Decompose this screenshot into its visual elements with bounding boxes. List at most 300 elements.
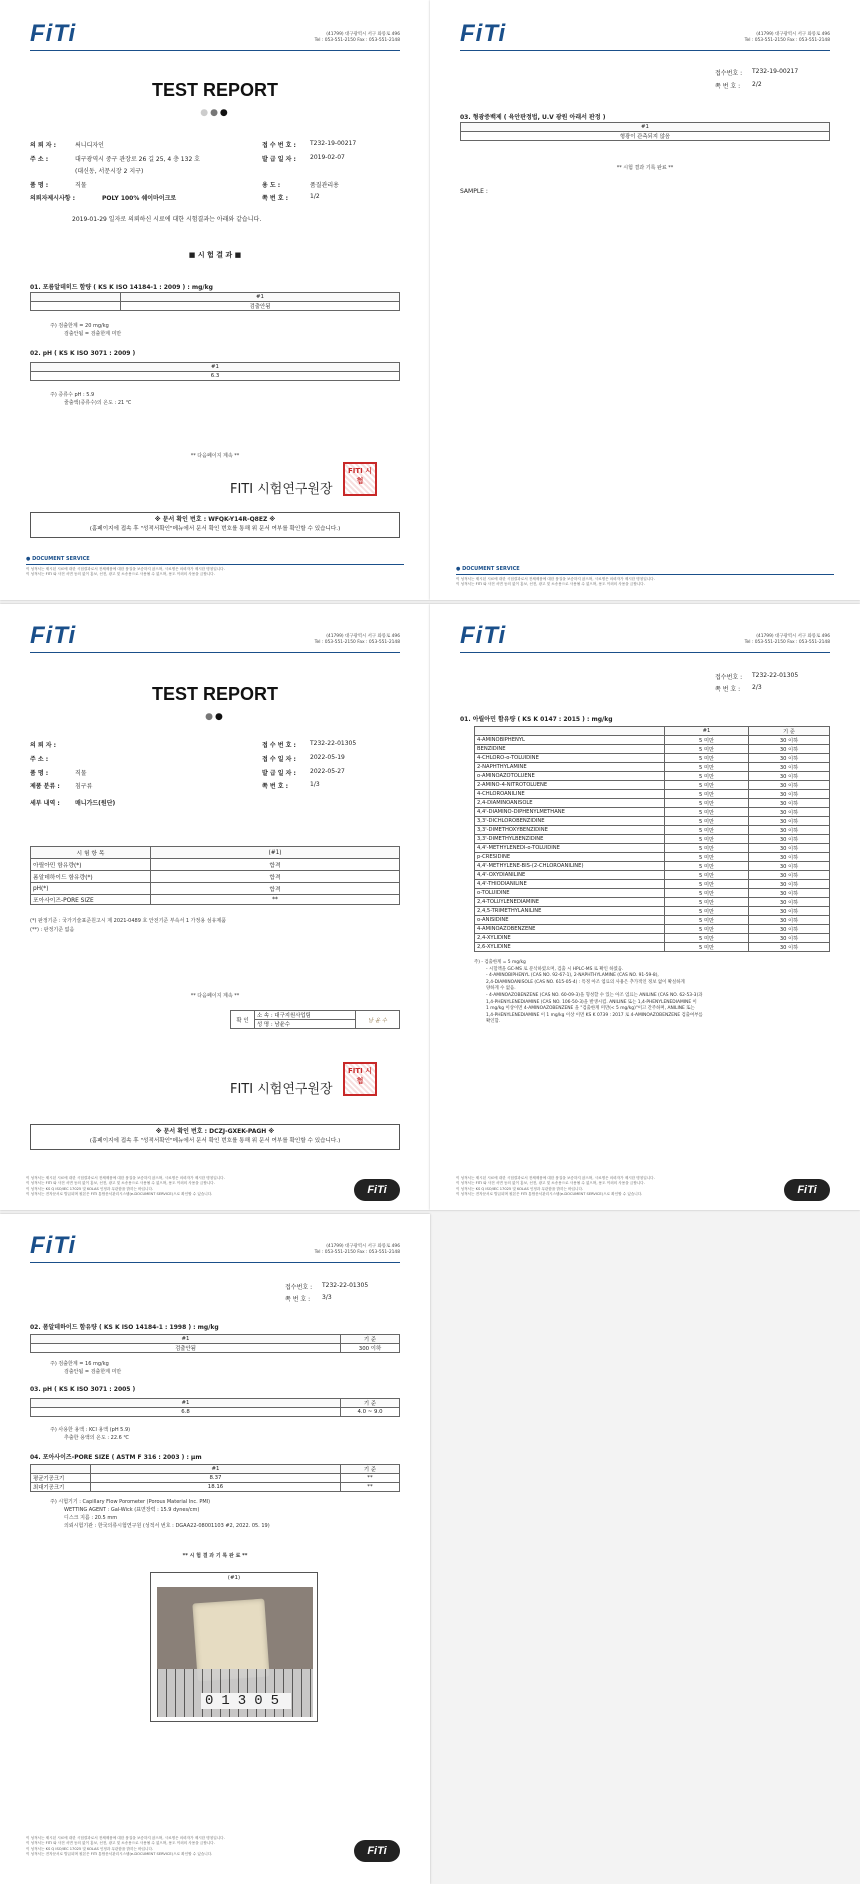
table-cell: 폼알데하이드 함유량(*) [31,871,151,883]
amine-standard-cell: 30 이하 [749,763,830,772]
table-cell: 포아사이즈-PORE SIZE [31,895,151,905]
table-row [475,943,830,952]
table-cell: 300 이하 [341,1344,400,1353]
detail-value: 매니가드(원단) [75,800,116,807]
footer-rule [26,564,404,565]
amine-standard-cell: 30 이하 [749,943,830,952]
receipt-no-label: 접 수 번 호 : [262,142,296,149]
contact-line: Tel : 053-551-2150 Fax : 053-551-2148 [314,640,400,646]
table-header: 기 준 [341,1399,400,1408]
address-line: (41799) 대구광역시 서구 와룡로 496 [756,32,830,37]
address-label: 주 소 : [30,156,49,163]
address-line: (41799) 대구광역시 서구 와룡로 496 [326,1244,400,1249]
ph-note-2: 줄출액(증류수)의 온도 : 21 ℃ [64,400,132,406]
amine-standard-cell: 30 이하 [749,871,830,880]
amine-standard-cell: 30 이하 [749,907,830,916]
amine-name-cell: 2-AMINO-4-NITROTOLUENE [475,781,665,790]
report1-page2 [430,0,860,600]
amine-result-cell: 5 미만 [665,898,749,907]
amine-name-cell: 4-CHLOROANILINE [475,790,665,799]
pore-note: WETTING AGENT : Gal-Wick (표면장력 : 15.9 dynes/cm) [64,1507,200,1513]
fiti-badge: FiTi [784,1179,830,1201]
purpose-label: 용 도 : [262,182,281,189]
product-value: 직물 [75,182,87,189]
receipt-no-value: T232-22-01305 [310,740,357,747]
amine-name-cell: 2,4,5-TRIMETHYLANILINE [475,907,665,916]
ph-title: 03. pH ( KS K ISO 3071 : 2005 ) [30,1386,136,1393]
header-rule [30,50,400,51]
table-header [31,293,121,302]
fluorescent-table [460,122,830,141]
amine-standard-cell: 30 이하 [749,880,830,889]
address-value: 대구광역시 중구 관장로 26 길 25, 4 층 132 호 [75,156,200,163]
amine-name-cell: 4,4'-METHYLENEDI-o-TOLUIDINE [475,844,665,853]
amine-result-cell: 5 미만 [665,889,749,898]
confirm-dept: 소 속 : 대구지원사업팀 [255,1011,356,1020]
page-no-label: 쪽 번 호 : [262,195,289,202]
pore-size-table [30,1464,400,1492]
footer-note: 이 성적서는 전자문서로 발급되며 원본은 FITI 통합문서관리시스템(e-DOCUMENT SERVICE)으로 확인할 수 있습니다. [26,1852,213,1857]
amine-result-cell: 5 미만 [665,862,749,871]
formaldehyde-note: 주) 검출한계 = 16 mg/kg [50,1361,109,1367]
address-label: 주 소 : [30,756,49,763]
footer-notes [456,1176,655,1198]
fiti-logo: FiTi [30,1232,77,1259]
report2-page3 [0,1214,430,1884]
table-cell: 형광이 관측되지 않음 [461,132,830,141]
amine-result-cell: 5 미만 [665,790,749,799]
table-row [475,826,830,835]
criteria-note: (*) 판정기준 : 국가기술표준원고시 제 2021-0489 호 안전기준 부속서 1 가정용 섬유제품 [30,918,227,924]
contact-line: Tel : 053-551-2150 Fax : 053-551-2148 [314,38,400,44]
amine-note: 1 mg/kg 이상이면 4-AMINOAZOBENZENE 을 "검출한계 미만(< 5 mg/kg)"이고 간주하며, ANILINE 또는 [486,1006,695,1012]
ph-table [30,1398,400,1417]
amine-result-cell: 5 미만 [665,754,749,763]
amine-result-cell: 5 미만 [665,835,749,844]
table-row [475,835,830,844]
table-row [475,772,830,781]
table-row [475,880,830,889]
page-indicator: ●●● [200,108,230,118]
footer-note: 이 성적서는 제시된 시료에 대한 시험결과로서 전체제품에 대한 품질을 보증하지 않으며, 시료명은 의뢰자가 제시한 명칭입니다. [26,1176,225,1180]
amine-name-cell: 2,4-TOLUYLENEDIAMINE [475,898,665,907]
amine-standard-cell: 30 이하 [749,817,830,826]
table-row [475,844,830,853]
official-seal: FITI 시험 [343,1062,377,1096]
address-line: (41799) 대구광역시 서구 와룡로 496 [326,634,400,639]
amine-result-cell: 5 미만 [665,817,749,826]
table-row [475,925,830,934]
amine-standard-cell: 30 이하 [749,844,830,853]
continued-note: ** 다음페이지 계속 ** [190,993,240,999]
verification-note: (홈페이지에 접속 후 "성적서확인"메뉴에서 문서 확인 번호를 통해 위 문서 여부를 확인할 수 있습니다.) [89,1137,341,1144]
header-address [315,1244,400,1256]
verification-code: ※ 문서 확인 번호 : WFQK-Y14R-Q8EZ ※ [154,516,276,523]
amine-name-cell: 4-AMINOBIPHENYL [475,736,665,745]
receipt-no-value: T232-19-00217 [310,140,357,147]
amine-result-cell: 5 미만 [665,916,749,925]
footer-note: 이 성적서는 KS Q ISO/IEC 17025 및 KOLAS 인정과 무관함을 밝히는 바입니다. [456,1186,584,1191]
criteria-note-2: (**) : 판정기준 없음 [30,927,75,933]
amine-standard-cell: 30 이하 [749,862,830,871]
amine-note: 확인함. [486,1019,501,1025]
table-row [475,799,830,808]
table-cell: ** [341,1474,400,1483]
footer-note: 이 성적서는 제시된 시료에 대한 시험결과로서 전체제품에 대한 품질을 보증하지 않으며, 시료명은 의뢰자가 제시한 명칭입니다. [26,1836,225,1840]
amine-result-cell: 5 미만 [665,799,749,808]
table-cell: 검출안됨 [31,1344,341,1353]
amine-standard-cell: 30 이하 [749,808,830,817]
client-label: 의 뢰 자 : [30,142,57,149]
institute-name: FITI 시험연구원장 [230,1082,333,1097]
footer-notes [456,577,655,588]
page-no-label: 쪽 번 호 : [715,83,741,90]
formaldehyde-table [30,292,400,311]
category-label: 제품 분류 : [30,783,60,790]
amine-name-cell: 3,3'-DIMETHOXYBENZIDINE [475,826,665,835]
amine-standard-cell: 30 이하 [749,889,830,898]
amine-name-cell: 4,4'-DIAMINO-DIPHENYLMETHANE [475,808,665,817]
footer-notes [26,1836,225,1858]
confirm-label: 확 인 [231,1011,255,1029]
sample-number-tag: 01305 [201,1693,291,1709]
header-rule [460,652,830,653]
issue-date-value: 2022-05-27 [310,768,345,775]
footer-note: 이 성적서는 KS Q ISO/IEC 17025 및 KOLAS 인정과 무관함을 밝히는 바입니다. [26,1186,154,1191]
client-label: 의 뢰 자 : [30,742,57,749]
fiti-logo: FiTi [30,20,77,47]
verification-box [30,512,400,538]
amine-name-cell: 4-CHLORO-o-TOLUIDINE [475,754,665,763]
amine-name-cell: 4,4'-THIODIANILINE [475,880,665,889]
table-header: #1 [461,123,830,132]
amine-standard-cell: 30 이하 [749,826,830,835]
amine-result-cell: 5 미만 [665,808,749,817]
fiti-badge: FiTi [354,1840,400,1862]
table-cell: 18.16 [91,1483,341,1492]
table-header: 기 준 [341,1335,400,1344]
footer-note: 이 성적서는 제시된 시료에 대한 시험결과로서 전체제품에 대한 품질을 보증하지 않으며, 시료명은 의뢰자가 제시한 명칭입니다. [456,1176,655,1180]
amine-standard-cell: 30 이하 [749,754,830,763]
amine-result-cell: 5 미만 [665,826,749,835]
footer-note: 이 성적서는 FITI 와 사전 서면 동의 없이 홍보, 선전, 광고 및 소송용으로 사용될 수 없으며, 용도 이외의 사용을 금합니다. [456,582,645,587]
table-cell: ** [151,895,400,905]
receipt-no-label: 접수번호 : [715,70,743,77]
table-cell: 평균기공크기 [31,1474,91,1483]
amine-name-cell: 2,6-XYLIDINE [475,943,665,952]
contact-line: Tel : 053-551-2150 Fax : 053-551-2148 [744,38,830,44]
amine-result-cell: 5 미만 [665,781,749,790]
header-rule [30,652,400,653]
fiti-badge: FiTi [354,1179,400,1201]
arylamine-title: 01. 아릴아민 함유량 ( KS K 0147 : 2015 ) : mg/kg [460,716,613,723]
issue-date-value: 2019-02-07 [310,154,345,161]
ph-table [30,362,400,381]
table-row [475,754,830,763]
amine-result-cell: 5 미만 [665,943,749,952]
issue-date-label: 발 급 일 자 : [262,156,296,163]
amine-standard-cell: 30 이하 [749,934,830,943]
client-spec-value: POLY 100% 쉐이마이크로 [102,195,177,202]
product-value: 직물 [75,770,87,777]
table-header: #1 [665,727,749,736]
official-seal: FITI 시험 [343,462,377,496]
fiti-logo: FiTi [460,20,507,47]
category-value: 침구류 [75,783,93,790]
table-cell: ** [341,1483,400,1492]
footer-note: 이 성적서는 전자문서로 발급되며 원본은 FITI 통합문서관리시스템(e-DOCUMENT SERVICE)으로 확인할 수 있습니다. [456,1192,643,1197]
page-no-value: 1/2 [310,193,320,200]
footer-rule [456,574,834,575]
report2-page2 [430,604,860,1210]
ph-title: 02. pH ( KS K ISO 3071 : 2009 ) [30,350,136,357]
table-row [475,889,830,898]
table-row [475,790,830,799]
amine-name-cell: 4,4'-OXYDIANILINE [475,871,665,880]
confirm-name: 성 명 : 남윤수 [255,1020,356,1029]
receipt-no-label: 접 수 번 호 : [262,742,296,749]
header-address [745,634,830,646]
page-indicator: ●● [205,712,225,722]
amine-standard-cell: 30 이하 [749,736,830,745]
table-row [475,817,830,826]
table-cell [31,302,121,311]
confirmation-table [230,1010,400,1029]
amine-note: - 4-AMINOBIPHENYL (CAS NO. 92-67-1), 2-NAPHTHYLAMINE (CAS NO. 91-59-8), [486,973,659,979]
table-header: #1 [121,293,400,302]
receipt-no-value: T232-22-01305 [752,672,799,679]
receipt-no-value: T232-19-00217 [752,68,799,75]
page-no-value: 2/2 [752,81,762,88]
detail-label: 세부 내역 : [30,800,60,807]
table-header: (#1) [151,847,400,859]
verification-box [30,1124,400,1150]
amine-standard-cell: 30 이하 [749,835,830,844]
amine-standard-cell: 30 이하 [749,745,830,754]
client-value: 써니디자인 [75,142,104,149]
table-header [31,1465,91,1474]
amine-name-cell: 4-AMINOAZOBENZENE [475,925,665,934]
footer-note: 이 성적서는 FITI 와 사전 서면 동의 없이 홍보, 선전, 광고 및 소송용으로 사용될 수 없으며, 용도 이외의 사용을 금합니다. [456,1181,645,1186]
table-row [475,808,830,817]
footer-notes [26,1176,225,1198]
receipt-date-label: 접 수 일 자 : [262,756,296,763]
formaldehyde-title: 02. 폼알데하이드 함유량 ( KS K ISO 14184-1 : 1998 ) : mg/kg [30,1324,219,1331]
amine-name-cell: o-ANISIDINE [475,916,665,925]
product-label: 품 명 : [30,770,49,777]
table-row [475,763,830,772]
end-of-results: ** 시험 결과 기록 완료 ** [616,165,674,171]
amine-note: - 4-AMINOAZOBENZENE (CAS NO. 60-09-3)을 형성할 수 있는 아조 염료는 ANILINE (CAS NO. 62-53-3)과 [486,993,703,999]
table-cell: 검출안됨 [121,302,400,311]
institute-name: FITI 시험연구원장 [230,482,333,497]
table-cell: 6.3 [31,372,400,381]
document-service-label: ● DOCUMENT SERVICE [26,556,90,562]
purpose-value: 품질관리용 [310,182,339,189]
address-line: (41799) 대구광역시 서구 와룡로 496 [326,32,400,37]
footer-note: 이 성적서는 전자문서로 발급되며 원본은 FITI 통합문서관리시스템(e-DOCUMENT SERVICE)으로 확인할 수 있습니다. [26,1192,213,1197]
signature: 남 윤 수 [356,1011,400,1029]
intro-text: 2019-01-29 일자로 의뢰하신 시료에 대한 시험결과는 아래와 같습니다. [72,216,262,223]
header-address [315,32,400,44]
page-no-label: 쪽 번 호 : [262,783,289,790]
table-row [475,871,830,880]
formaldehyde-note: 주) 검출한계 = 20 mg/kg [50,323,109,329]
sample-photo [157,1587,313,1717]
table-header: #1 [31,1399,341,1408]
amine-standard-cell: 30 이하 [749,772,830,781]
summary-table [30,846,400,905]
table-header: 기 준 [341,1465,400,1474]
table-cell: 합격 [151,871,400,883]
photo-caption: (#1) [227,1575,241,1581]
amine-result-cell: 5 미만 [665,880,749,889]
table-row [475,745,830,754]
verification-code: ※ 문서 확인 번호 : DCZJ-GXEK-PAGH ※ [155,1128,275,1135]
header-address [745,32,830,44]
sample-label: SAMPLE : [460,188,488,195]
amine-note: 1,4-PHENYLENEDIAMINE (CAS NO. 106-50-3)을 발생시킴. ANILINE 또는 1,4-PHENYLENEDIAMINE 이 [486,999,697,1005]
amine-note: 2,4-DIAMINOANISOLE (CAS NO. 615-05-4) : 특정 아조 염료의 사용은 추가적인 정보 없이 확실하게 [486,979,685,985]
header-address [315,634,400,646]
amine-note: - 시험액을 GC-MS 로 분석하였으며, 검출 시 HPLC-MS 로 확인 하였음. [486,966,624,972]
product-label: 품 명 : [30,182,49,189]
client-spec-label: 의뢰자제시사항 : [30,195,76,202]
table-cell: 최대기공크기 [31,1483,91,1492]
amine-result-cell: 5 미만 [665,745,749,754]
footer-note: 이 성적서는 FITI 와 사전 서면 동의 없이 홍보, 선전, 광고 및 소송용으로 사용될 수 없으며, 용도 이외의 사용을 금합니다. [26,1181,215,1186]
report-title: TEST REPORT [151,684,278,704]
footer-note: 이 성적서는 제시된 시료에 대한 시험결과로서 전체제품에 대한 품질을 보증하지 않으며, 시료명은 의뢰자가 제시한 명칭입니다. [456,577,655,581]
table-row [475,853,830,862]
table-row [475,934,830,943]
amine-name-cell: 3,3'-DIMETHYLBENZIDINE [475,835,665,844]
receipt-no-label: 접수번호 : [715,674,743,681]
fluorescent-title: 03. 형광증백제 ( 육안판정법, U.V 광원 아래서 판정 ) [460,114,606,121]
amine-name-cell: BENZIDINE [475,745,665,754]
report2-page1 [0,604,430,1210]
amine-standard-cell: 30 이하 [749,916,830,925]
arylamine-table [474,726,830,952]
table-row [475,907,830,916]
sample-photo-frame [150,1572,318,1722]
page-no-value: 1/3 [310,781,320,788]
amine-result-cell: 5 미만 [665,763,749,772]
amine-result-cell: 5 미만 [665,736,749,745]
amine-standard-cell: 30 이하 [749,790,830,799]
table-cell: 합격 [151,859,400,871]
footer-note: 이 성적서는 제시된 시료에 대한 시험결과로서 전체제품에 대한 품질을 보증하지 않으며, 시료명은 의뢰자가 제시한 명칭입니다. [26,567,225,571]
amine-standard-cell: 30 이하 [749,781,830,790]
amine-name-cell: o-TOLUIDINE [475,889,665,898]
fiti-logo: FiTi [460,622,507,649]
amine-result-cell: 5 미만 [665,907,749,916]
table-header: #1 [31,363,400,372]
table-header: 기 준 [749,727,830,736]
page-no-label: 쪽 번 호 : [715,686,741,693]
table-cell: 아릴아민 함유량(*) [31,859,151,871]
header-rule [460,50,830,51]
ph-note-2: 추출한 용액의 온도 : 22.6 ℃ [64,1435,130,1441]
formaldehyde-title: 01. 포름알데히드 함량 ( KS K ISO 14184-1 : 2009 ) : mg/kg [30,284,213,291]
address-value-2: (대신동, 서문시장 2 지구) [75,168,144,175]
amine-note: 주) - 검출한계 = 5 mg/kg [474,960,526,965]
results-heading: ■ 시 험 결 과 ■ [188,251,242,259]
amine-standard-cell: 30 이하 [749,799,830,808]
table-row [475,898,830,907]
document-service-text: DOCUMENT SERVICE [462,566,520,572]
amine-name-cell: 2,4-DIAMINOANISOLE [475,799,665,808]
table-cell: 합격 [151,883,400,895]
table-row [475,736,830,745]
amine-name-cell: 2-NAPHTHYLAMINE [475,763,665,772]
pore-size-title: 04. 포아사이즈-PORE SIZE ( ASTM F 316 : 2003 ) : µm [30,1454,202,1461]
report-title: TEST REPORT [151,80,278,100]
document-service-text: DOCUMENT SERVICE [32,556,90,562]
footer-notes [26,567,225,578]
formaldehyde-note-2: 검출안됨 = 검출한계 미만 [64,1369,122,1375]
table-cell: 4.0 ~ 9.0 [341,1408,400,1417]
amine-result-cell: 5 미만 [665,871,749,880]
amine-note: 1,4-PHENYLENEDIAMINE 이 1 mg/kg 이상 이면 KS K 0739 : 2017 로 4-AMINOAZOBENZENE 검출여부를 [486,1012,703,1018]
document-service-label: ● DOCUMENT SERVICE [456,566,520,572]
footer-note: 이 성적서는 KS Q ISO/IEC 17025 및 KOLAS 인정과 무관함을 밝히는 바입니다. [26,1846,154,1851]
amine-name-cell: 3,3'-DICHLOROBENZIDINE [475,817,665,826]
issue-date-label: 발 급 일 자 : [262,770,296,777]
contact-line: Tel : 053-551-2150 Fax : 053-551-2148 [744,640,830,646]
table-cell: pH(*) [31,883,151,895]
amine-standard-cell: 30 이하 [749,925,830,934]
fiti-logo: FiTi [30,622,77,649]
page-no-value: 2/3 [752,684,762,691]
page-no-label: 쪽 번 호 : [285,1296,311,1303]
footer-note: 이 성적서는 FITI 와 사전 서면 동의 없이 홍보, 선전, 광고 및 소송용으로 사용될 수 없으며, 용도 이외의 사용을 금합니다. [26,572,215,577]
table-header [475,727,665,736]
amine-name-cell: 4,4'-METHYLENE-BIS-(2-CHLOROANILINE) [475,862,665,871]
footer-note: 이 성적서는 FITI 와 사전 서면 동의 없이 홍보, 선전, 광고 및 소송용으로 사용될 수 없으며, 용도 이외의 사용을 금합니다. [26,1841,215,1846]
ph-note: 주) 증류수 pH : 5.9 [50,392,95,398]
contact-line: Tel : 053-551-2150 Fax : 053-551-2148 [314,1250,400,1256]
end-of-results: ** 시 험 결 과 기 록 완 료 ** [182,1553,248,1559]
pore-note: 디스크 지름 : 20.5 mm [64,1515,118,1521]
table-row [475,916,830,925]
amine-standard-cell: 30 이하 [749,853,830,862]
amine-note: 양하게 수 없음. [486,986,516,992]
pore-size-notes [50,1498,270,1530]
table-header: #1 [31,1335,341,1344]
receipt-date-value: 2022-05-19 [310,754,345,761]
pore-note: 의뢰시험기관 : 한국의류시험연구원 (성적서 번호 : DGAA22-08001103 #2, 2022. 05. 19) [64,1523,270,1529]
page-no-value: 3/3 [322,1294,332,1301]
amine-name-cell: p-CRESIDINE [475,853,665,862]
amine-result-cell: 5 미만 [665,853,749,862]
amine-result-cell: 5 미만 [665,925,749,934]
formaldehyde-note-2: 검출안됨 = 검출한계 미만 [64,331,122,337]
address-line: (41799) 대구광역시 서구 와룡로 496 [756,634,830,639]
ph-note: 주) 사용한 용액 : KCl 용액 (pH 5.9) [50,1427,131,1433]
verification-note: (홈페이지에 접속 후 "성적서확인"메뉴에서 문서 확인 번호를 통해 위 문서 여부를 확인할 수 있습니다.) [89,525,341,532]
table-header: 시 험 항 목 [31,847,151,859]
table-row [475,781,830,790]
formaldehyde-table [30,1334,400,1353]
report1-page1 [0,0,430,600]
amine-standard-cell: 30 이하 [749,898,830,907]
receipt-no-value: T232-22-01305 [322,1282,369,1289]
table-cell: 8.37 [91,1474,341,1483]
table-cell: 6.8 [31,1408,341,1417]
amine-name-cell: 2,4-XYLIDINE [475,934,665,943]
arylamine-notes [474,960,703,1026]
